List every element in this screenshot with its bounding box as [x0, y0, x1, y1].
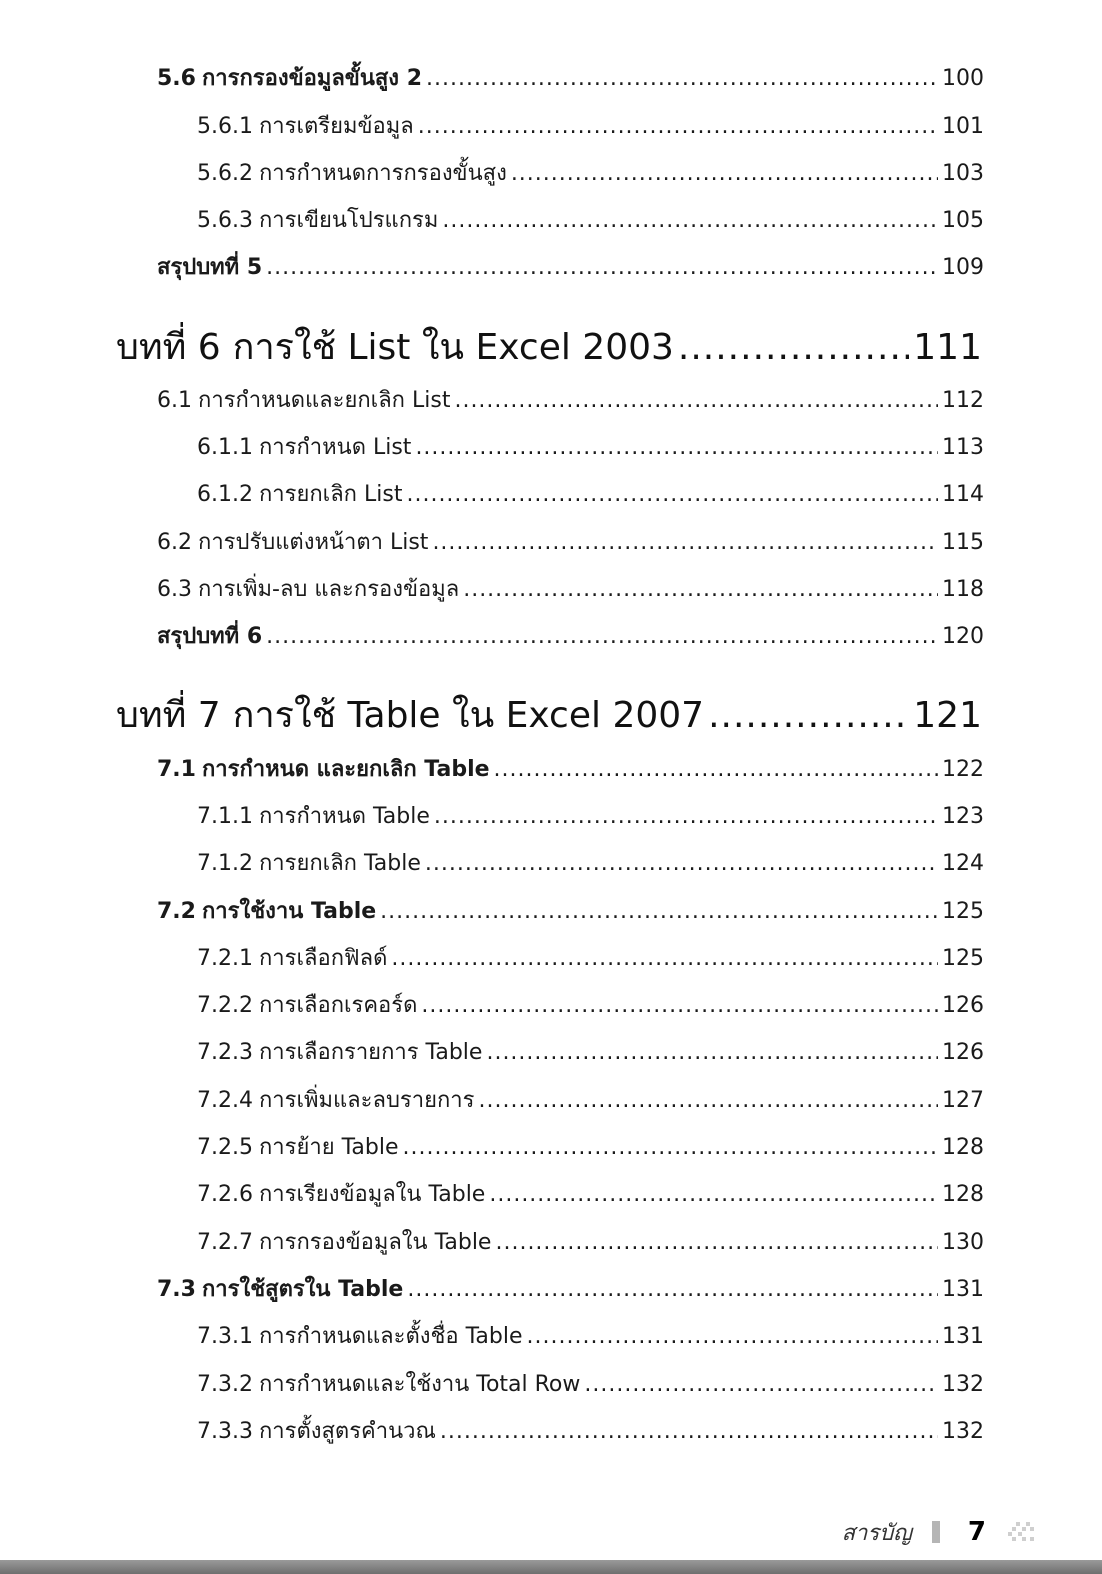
- toc-entry-page: 132: [942, 1419, 984, 1444]
- toc-entry-title: การเพิ่มและลบรายการ: [258, 1088, 475, 1113]
- bottom-border-band: [0, 1560, 1102, 1574]
- toc-entry[interactable]: [197, 1318, 984, 1353]
- toc-entry-number: 7.1.1: [197, 804, 253, 829]
- toc-chapter-entry[interactable]: [116, 686, 982, 743]
- toc-entry-number: 7.2.4: [197, 1088, 253, 1113]
- dot-leader: [489, 1182, 938, 1207]
- toc-entry[interactable]: [157, 571, 984, 606]
- toc-entry-page: 113: [942, 435, 984, 460]
- toc-entry[interactable]: [157, 382, 984, 417]
- toc-entry-number: 7.3.3: [197, 1419, 253, 1444]
- toc-entry-title: การย้าย Table: [258, 1135, 399, 1160]
- toc-entry-page: 131: [942, 1277, 984, 1302]
- toc-chapter-number: บทที่ 7: [116, 695, 221, 736]
- dot-leader: [425, 851, 938, 876]
- dot-leader: [407, 1277, 938, 1302]
- toc-entry-title: การยกเลิก List: [258, 482, 403, 507]
- toc-entry[interactable]: [197, 202, 984, 237]
- dot-leader: [434, 804, 938, 829]
- toc-entry[interactable]: [157, 618, 984, 653]
- toc-entry-number: 7.1: [157, 757, 196, 782]
- toc-entry-page: 118: [942, 577, 984, 602]
- dot-leader: [494, 757, 938, 782]
- toc-entry-title: การใช้สูตรใน Table: [201, 1277, 404, 1302]
- toc-entry-title: การกำหนดและยกเลิก List: [198, 388, 451, 413]
- toc-entry-number: 7.1.2: [197, 851, 253, 876]
- toc-entry-number: 6.1: [157, 388, 192, 413]
- toc-entry[interactable]: [197, 1224, 984, 1259]
- toc-entry-title: สรุปบทที่ 6: [157, 624, 263, 649]
- dot-leader: [442, 208, 938, 233]
- toc-entry[interactable]: [197, 798, 984, 833]
- toc-chapter-title: การใช้ List ใน Excel 2003: [232, 327, 674, 368]
- toc-entry-number: 7.3.1: [197, 1324, 253, 1349]
- dot-leader: [440, 1419, 938, 1444]
- toc-entry-number: 5.6.1: [197, 114, 253, 139]
- toc-entry[interactable]: [197, 1082, 984, 1117]
- toc-entry-page: 105: [942, 208, 984, 233]
- toc-entry-title: การกำหนดและตั้งชื่อ Table: [258, 1324, 523, 1349]
- toc-entry-number: 6.3: [157, 577, 192, 602]
- toc-entry-page: 130: [942, 1230, 984, 1255]
- dot-leader: [391, 946, 938, 971]
- footer-section-label: สารบัญ: [841, 1520, 912, 1546]
- dot-leader: [527, 1324, 938, 1349]
- toc-entry-title: การปรับแต่งหน้าตา List: [198, 530, 429, 555]
- toc-entry[interactable]: [197, 1034, 984, 1069]
- toc-entry-page: 128: [942, 1135, 984, 1160]
- toc-entry[interactable]: [157, 524, 984, 559]
- toc-entry-number: 6.1.2: [197, 482, 253, 507]
- toc-entry-page: 112: [942, 388, 984, 413]
- toc-entry-page: 131: [942, 1324, 984, 1349]
- toc-entry-number: 6.1.1: [197, 435, 253, 460]
- toc-entry-page: 124: [942, 851, 984, 876]
- dot-leader: [406, 482, 938, 507]
- toc-entry[interactable]: [157, 893, 984, 928]
- toc-entry-number: 7.2.1: [197, 946, 253, 971]
- toc-entry[interactable]: [197, 987, 984, 1022]
- dot-leader: [421, 993, 938, 1018]
- toc-entry-title: การกำหนดและใช้งาน Total Row: [258, 1372, 581, 1397]
- double-chevron-left-icon: [1008, 1520, 1036, 1544]
- toc-entry-page: 126: [942, 993, 984, 1018]
- dot-leader: [418, 114, 938, 139]
- toc-entry[interactable]: [157, 249, 984, 284]
- toc-entry-title: การใช้งาน Table: [201, 899, 377, 924]
- toc-entry[interactable]: [197, 108, 984, 143]
- dot-leader: [584, 1372, 938, 1397]
- toc-entry-number: 7.2.2: [197, 993, 253, 1018]
- toc-entry[interactable]: [157, 751, 984, 786]
- toc-entry-title: การเตรียมข้อมูล: [258, 114, 414, 139]
- footer-page-number: 7: [967, 1517, 986, 1547]
- toc-entry-title: การกรองข้อมูลใน Table: [258, 1230, 492, 1255]
- toc-entry-page: 120: [942, 624, 984, 649]
- toc-entry-title: การเลือกรายการ Table: [258, 1040, 483, 1065]
- dot-leader: [511, 161, 938, 186]
- toc-entry-number: 7.2.5: [197, 1135, 253, 1160]
- toc-entry-number: 5.6.2: [197, 161, 253, 186]
- toc-chapter-number: บทที่ 6: [116, 327, 221, 368]
- toc-entry-number: 7.2.6: [197, 1182, 253, 1207]
- toc-entry-title: การกำหนด Table: [258, 804, 430, 829]
- toc-entry-page: 103: [942, 161, 984, 186]
- dot-leader: [432, 530, 938, 555]
- toc-entry[interactable]: [157, 1271, 984, 1306]
- dot-leader: [678, 327, 909, 368]
- toc-entry-number: 7.2.7: [197, 1230, 253, 1255]
- toc-entry[interactable]: [197, 476, 984, 511]
- dot-leader: [486, 1040, 938, 1065]
- toc-entry-page: 114: [942, 482, 984, 507]
- toc-entry-title: การเลือกเรคอร์ด: [258, 993, 418, 1018]
- page-footer: [842, 1512, 1036, 1552]
- toc-entry-title: การยกเลิก Table: [258, 851, 421, 876]
- dot-leader: [478, 1088, 938, 1113]
- dot-leader: [463, 577, 938, 602]
- dot-leader: [495, 1230, 938, 1255]
- dot-leader: [426, 66, 938, 91]
- toc-entry-number: 7.3: [157, 1277, 196, 1302]
- toc-entry-number: 5.6: [157, 66, 196, 91]
- toc-entry-title: การกำหนด List: [258, 435, 412, 460]
- toc-entry-page: 100: [942, 66, 984, 91]
- toc-entry[interactable]: [197, 1129, 984, 1164]
- dot-leader: [454, 388, 938, 413]
- toc-entry-title: การตั้งสูตรคำนวณ: [258, 1419, 436, 1444]
- toc-entry-page: 127: [942, 1088, 984, 1113]
- toc-entry-title: การกำหนดการกรองขั้นสูง: [258, 161, 507, 186]
- toc-entry-page: 125: [942, 946, 984, 971]
- toc-entry[interactable]: [197, 429, 984, 464]
- toc-entry-title: สรุปบทที่ 5: [157, 255, 263, 280]
- toc-entry[interactable]: [197, 1413, 984, 1448]
- toc-entry-number: 5.6.3: [197, 208, 253, 233]
- dot-leader: [403, 1135, 939, 1160]
- toc-entry-number: 7.3.2: [197, 1372, 253, 1397]
- toc-entry-page: 126: [942, 1040, 984, 1065]
- toc-entry-title: การเรียงข้อมูลใน Table: [258, 1182, 486, 1207]
- toc-entry-title: การกรองข้อมูลขั้นสูง 2: [201, 66, 423, 91]
- toc-entry-page: 122: [942, 757, 984, 782]
- toc-chapter-title: การใช้ Table ใน Excel 2007: [232, 695, 705, 736]
- toc-entry[interactable]: [197, 155, 984, 190]
- toc-entry-number: 6.2: [157, 530, 192, 555]
- toc-chapter-page: 111: [913, 327, 982, 368]
- dot-leader: [266, 255, 938, 280]
- toc-entry-page: 123: [942, 804, 984, 829]
- toc-entry-page: 101: [942, 114, 984, 139]
- dot-leader: [708, 695, 909, 736]
- dot-leader: [415, 435, 938, 460]
- toc-entry-title: การเลือกฟิลด์: [258, 946, 388, 971]
- toc-entry[interactable]: [197, 1176, 984, 1211]
- dot-leader: [380, 899, 938, 924]
- toc-entry-page: 125: [942, 899, 984, 924]
- toc-entry[interactable]: [197, 1366, 984, 1401]
- toc-entry-page: 109: [942, 255, 984, 280]
- toc-entry-number: 7.2.3: [197, 1040, 253, 1065]
- toc-entry[interactable]: [157, 60, 984, 95]
- toc-entry[interactable]: [197, 940, 984, 975]
- toc-entry-page: 128: [942, 1182, 984, 1207]
- toc-entry-title: การเพิ่ม-ลบ และกรองข้อมูล: [198, 577, 460, 602]
- toc-entry-number: 7.2: [157, 899, 196, 924]
- toc-entry-page: 115: [942, 530, 984, 555]
- toc-entry[interactable]: [197, 845, 984, 880]
- footer-divider: [932, 1521, 940, 1543]
- toc-entry-title: การกำหนด และยกเลิก Table: [201, 757, 490, 782]
- toc-entry-page: 132: [942, 1372, 984, 1397]
- dot-leader: [266, 624, 938, 649]
- toc-chapter-entry[interactable]: [116, 318, 982, 375]
- toc-chapter-page: 121: [913, 695, 982, 736]
- toc-entry-title: การเขียนโปรแกรม: [258, 208, 439, 233]
